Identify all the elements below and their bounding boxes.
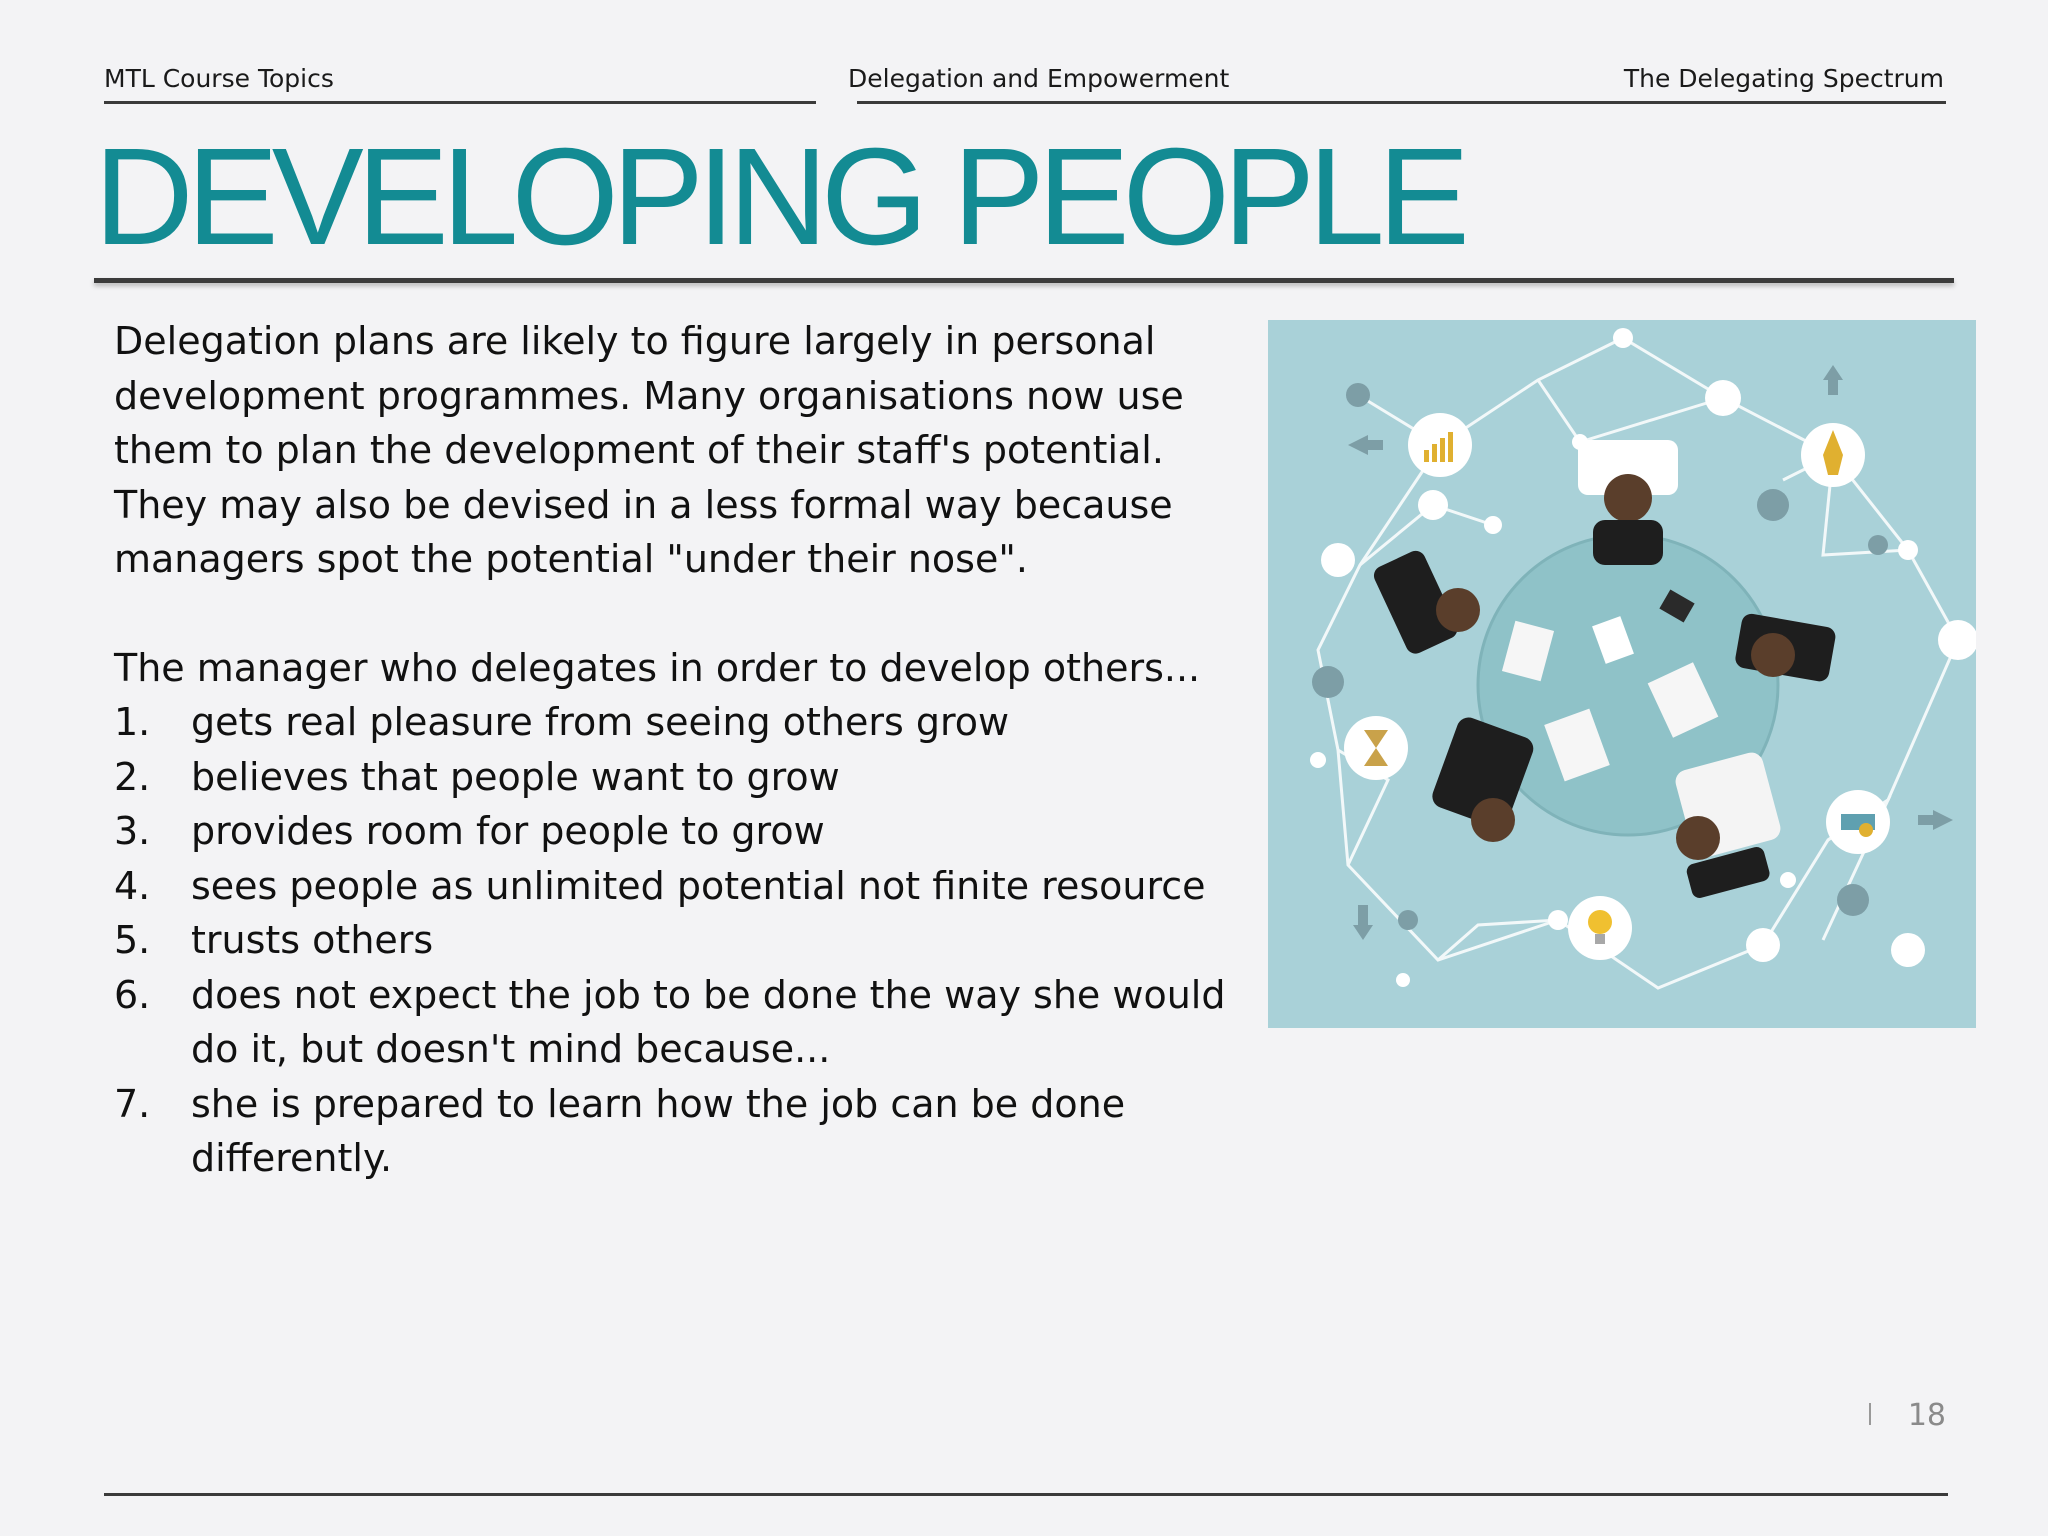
rocket-icon [1801,423,1865,487]
list-item-text: believes that people want to grow [191,754,840,799]
list-item-text: does not expect the job to be done the way she would do it, but doesn't mind because... [191,972,1226,1071]
list-item-text: provides room for people to grow [191,809,825,853]
list-item [114,913,1244,968]
list-item [114,1077,1244,1186]
list-item [114,695,1244,750]
list-item-text: gets real pleasure from seeing others grow [191,700,1010,744]
list-lead-text: The manager who delegates in order to develop others... [114,645,1201,690]
list-item-text: trusts others [191,918,434,962]
header-rule-right [857,101,1946,104]
list-item-number: 6. [114,972,151,1017]
header-rule-left [104,101,816,104]
lightbulb-icon [1568,896,1632,960]
page-title: DEVELOPING PEOPLE [94,120,1463,274]
list-item-number: 3. [114,809,151,853]
title-divider [94,278,1954,283]
list-item-number: 5. [114,918,151,962]
list-item-text: sees people as unlimited potential not finite resource [191,863,1206,908]
hourglass-icon [1344,716,1408,780]
list-item [114,804,1244,859]
meeting-illustration [1268,320,1976,1028]
header-section: Delegation and Empowerment [848,64,1230,93]
list-item-number: 4. [114,863,151,908]
bar-chart-icon [1408,413,1472,477]
page-number-divider [1869,1403,1871,1425]
list-item-number: 7. [114,1081,151,1126]
list-item-text: she is prepared to learn how the job can be done differently. [191,1081,1126,1180]
manager-traits-list [114,695,1244,1186]
intro-paragraph: Delegation plans are likely to figure largely in personal development programmes. Many organisations now use them to plan the development of their staff's potential. They may also be devised in a less formal way because managers spot the potential "under their nose". [114,319,1184,581]
header-course-topics: MTL Course Topics [104,64,334,93]
list-item [114,750,1244,805]
header-subsection: The Delegating Spectrum [1623,64,1944,93]
money-icon [1826,790,1890,854]
list-item [114,968,1244,1077]
page-number: 18 [1907,1398,1946,1433]
list-item-number: 1. [114,700,151,744]
body-content [114,314,1244,1186]
footer-rule [104,1493,1948,1496]
list-item [114,859,1244,914]
list-item-number: 2. [114,754,151,799]
